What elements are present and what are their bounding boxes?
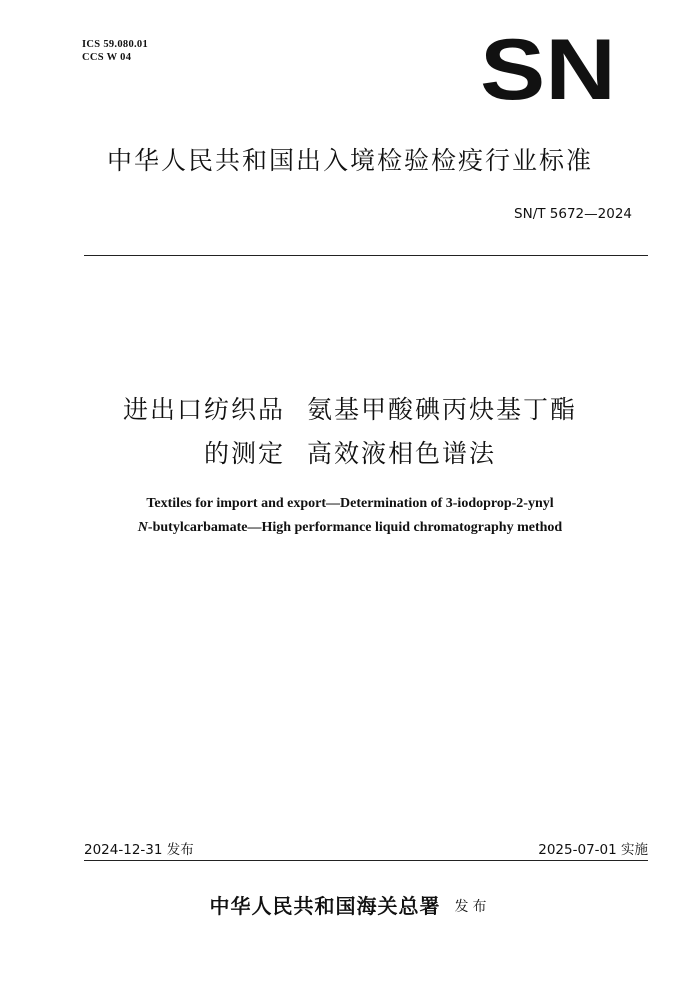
- chinese-title-line-1-part-1: 进出口纺织品: [122, 395, 285, 424]
- sn-logo-text: SN: [480, 36, 616, 102]
- issuing-authority: [0, 890, 700, 919]
- issue-label: 发布: [454, 899, 491, 915]
- chinese-title-line-2-part-1: 的测定: [203, 439, 285, 468]
- classification-codes: [82, 38, 148, 64]
- chinese-title-line-1: [0, 388, 700, 432]
- chinese-title: [0, 388, 700, 476]
- issuing-authority-name: 中华人民共和国海关总署: [209, 894, 441, 918]
- english-title-line-1: Textiles for import and export—Determination of 3-iodoprop-2-ynyl: [146, 496, 554, 511]
- ccs-code: CCS W 04: [82, 52, 132, 63]
- english-title: [0, 492, 700, 540]
- industry-standard-title: 中华人民共和国出入境检验检疫行业标准: [106, 146, 593, 175]
- english-title-italic-n: N: [137, 520, 148, 535]
- english-title-line-2-rest: -butylcarbamate—High performance liquid chromatography method: [147, 520, 563, 535]
- chinese-title-line-2-part-2: 高效液相色谱法: [307, 439, 497, 468]
- implementation-date: 2025-07-01 实施: [538, 842, 648, 858]
- chinese-title-line-1-part-2: 氨基甲酸碘丙炔基丁酯: [307, 395, 578, 424]
- chinese-title-line-2: [0, 432, 700, 476]
- sn-logo: [478, 36, 618, 102]
- footer-divider: [84, 860, 648, 861]
- header-divider: [84, 255, 648, 256]
- publish-date: 2024-12-31 发布: [84, 842, 194, 858]
- english-title-line-2: [0, 516, 700, 540]
- ics-code: ICS 59.080.01: [82, 39, 149, 50]
- standard-number: SN/T 5672—2024: [514, 206, 632, 222]
